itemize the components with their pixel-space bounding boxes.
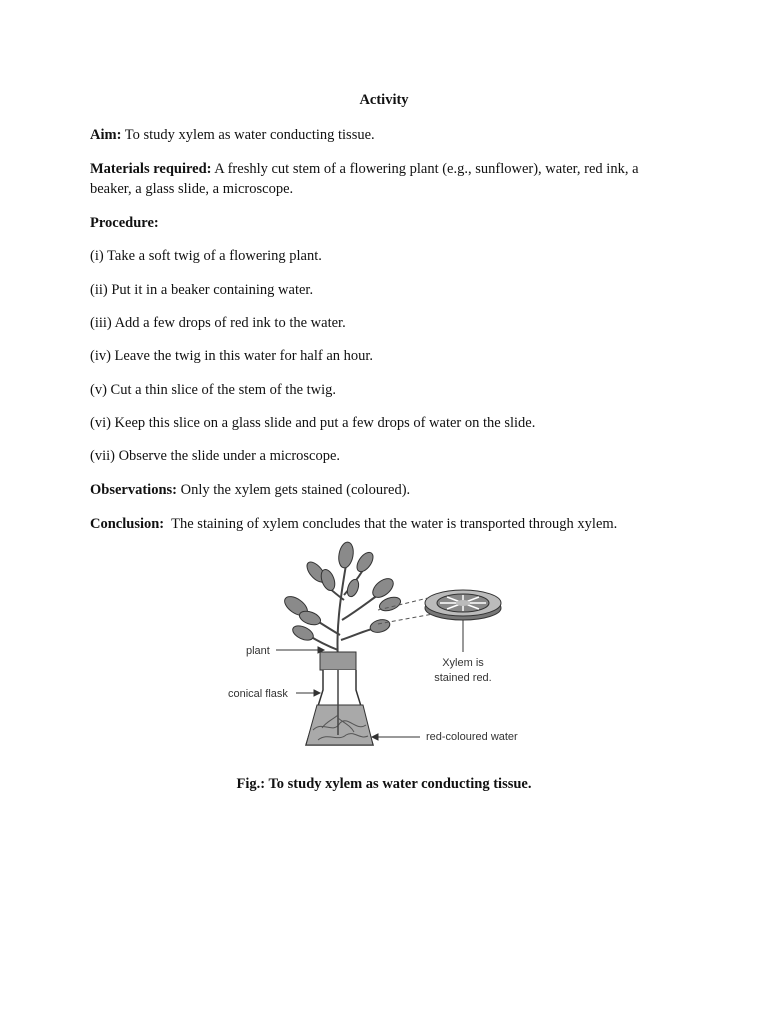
label-plant: plant — [246, 645, 270, 657]
materials-text-line2: beaker, a glass slide, a microscope. — [90, 181, 294, 197]
label-xylem-line2: stained red. — [434, 672, 492, 684]
label-xylem-line1: Xylem is — [442, 657, 484, 669]
aim-label: Aim: — [90, 127, 122, 143]
procedure-step: (iii) Add a few drops of red ink to the water. — [90, 315, 346, 331]
aim-text: To study xylem as water conducting tissue. — [121, 127, 375, 143]
materials-label: Materials required: — [90, 161, 212, 177]
observations-label: Observations: — [90, 482, 177, 498]
conical-flask-illustration — [306, 652, 373, 745]
observations-text: Only the xylem gets stained (coloured). — [177, 482, 411, 498]
procedure-step: (iv) Leave the twig in this water for half an hour. — [90, 348, 374, 364]
materials-text-line1: A freshly cut stem of a flowering plant (e.g., sunflower), water, red ink, a — [211, 161, 639, 177]
conclusion-paragraph — [90, 514, 710, 534]
materials-paragraph — [90, 159, 690, 199]
procedure-step: (v) Cut a thin slice of the stem of the twig. — [90, 382, 337, 398]
conclusion-label: Conclusion: — [90, 516, 165, 532]
aim-paragraph — [90, 125, 690, 145]
procedure-step: (vii) Observe the slide under a microscope. — [90, 448, 341, 464]
procedure-step: (i) Take a soft twig of a flowering plant. — [90, 248, 322, 264]
label-conical-flask: conical flask — [228, 688, 288, 700]
label-red-coloured-water: red-coloured water — [426, 731, 518, 743]
conclusion-text: The staining of xylem concludes that the water is transported through xylem. — [164, 516, 618, 532]
procedure-step: (ii) Put it in a beaker containing water. — [90, 282, 314, 298]
observations-paragraph — [90, 480, 690, 500]
procedure-label: Procedure: — [90, 215, 159, 231]
figure-caption: Fig.: To study xylem as water conducting tissue. — [236, 776, 532, 792]
procedure-step: (vi) Keep this slice on a glass slide and put a few drops of water on the slide. — [90, 415, 536, 431]
procedure-heading — [90, 213, 690, 233]
document-title: Activity — [359, 92, 409, 108]
stem-cross-section-illustration — [425, 590, 501, 620]
xylem-experiment-figure — [228, 540, 548, 755]
